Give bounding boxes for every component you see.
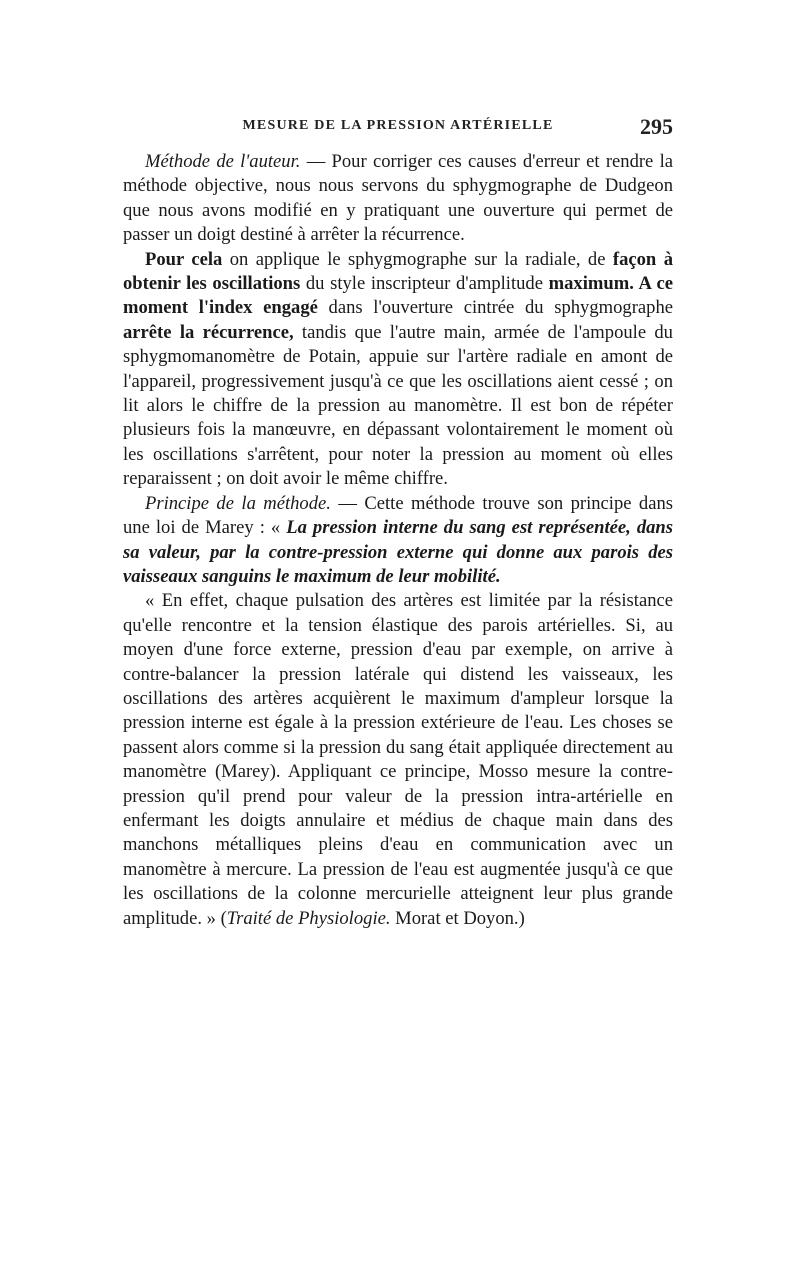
bold-phrase: façon à obtenir les oscillations bbox=[123, 248, 673, 295]
page-number: 295 bbox=[640, 114, 673, 139]
paragraph-text: dans l'ouverture cintrée du sphygmographe bbox=[317, 297, 674, 319]
paragraph-text: « En effet, chaque pulsation des artères est limitée par la résistance qu'elle rencontre et la tension élastique des parois artérielles. Si, au moyen d'une force externe, pression d'eau par exemple, on arrive à contre-balancer la pression latérale qui distend les vaisseaux, les oscillations des artères acquièrent le maximum d'ampleur lorsque la pression interne est égale à la pression extérieure de l'eau. Les choses se passent alors comme si la pression du sang était appliquée directement au manomètre (Marey). Appliquant ce principe, Mosso mesure la contre-pression qu'il prend pour valeur de la pression intra-artérielle en enfermant les doigts annulaire et médius de chaque main dans des manchons métalliques pleins d'eau en communication avec un manomètre à mercure. La pression de l'eau est augmentée jusqu'à ce que les oscillations de la colonne mercurielle atteignent leur plus grande amplitude. » ( bbox=[123, 590, 673, 929]
citation-title: Traité de Physiologie. bbox=[226, 907, 391, 929]
running-title: MESURE DE LA PRESSION ARTÉRIELLE bbox=[242, 118, 554, 133]
section-lead-methode-auteur: Méthode de l'auteur. bbox=[145, 151, 301, 172]
bold-phrase: Pour cela bbox=[145, 248, 223, 270]
paragraph-text: Morat et Doyon.) bbox=[390, 907, 525, 929]
bold-phrase: maximum. A ce moment l'index engagé bbox=[123, 273, 673, 319]
paragraph-principe-methode bbox=[123, 492, 673, 590]
paragraph-text: du style inscripteur d'amplitude bbox=[300, 273, 549, 295]
paragraph-text: on applique le sphygmographe sur la radiale, de bbox=[222, 248, 613, 270]
marey-law-quote: La pression interne du sang est représentée, dans sa valeur, par la contre-pression externe qui donne aux parois des vaisseaux sanguins le maximum de leur mobilité. bbox=[123, 517, 674, 587]
paragraph-text: tandis que l'autre main, armée de l'ampoule du sphygmomanomètre de Potain, appuie sur l'artère radiale en amont de l'appareil, progressivement jusqu'à ce que les oscillations aient cessé ; on lit alors le chiffre de la pression au manomètre. Il est bon de répéter plusieurs fois la manœuvre, en dépassant volontairement le moment où les oscillations s'arrêtent, pour noter la pression au moment où elles reparaissent ; on doit avoir le même chiffre. bbox=[123, 321, 673, 490]
running-head bbox=[123, 114, 673, 143]
body-text bbox=[123, 150, 673, 931]
paragraph-methode-auteur bbox=[123, 150, 673, 248]
paragraph-text: — Cette méthode trouve son principe dans une loi de Marey : « bbox=[123, 492, 674, 539]
paragraph-procedure bbox=[123, 248, 673, 492]
section-lead-principe: Principe de la méthode. bbox=[145, 492, 331, 514]
paragraph-text: — Pour corriger ces causes d'erreur et rendre la méthode objective, nous nous servons du sphygmographe de Dudgeon que nous avons modifié en y pratiquant une ouverture qui permet de passer un doigt destiné à arrêter la récurrence. bbox=[123, 151, 673, 246]
bold-phrase: arrête la récurrence, bbox=[123, 321, 294, 343]
paragraph-en-effet bbox=[123, 589, 673, 931]
